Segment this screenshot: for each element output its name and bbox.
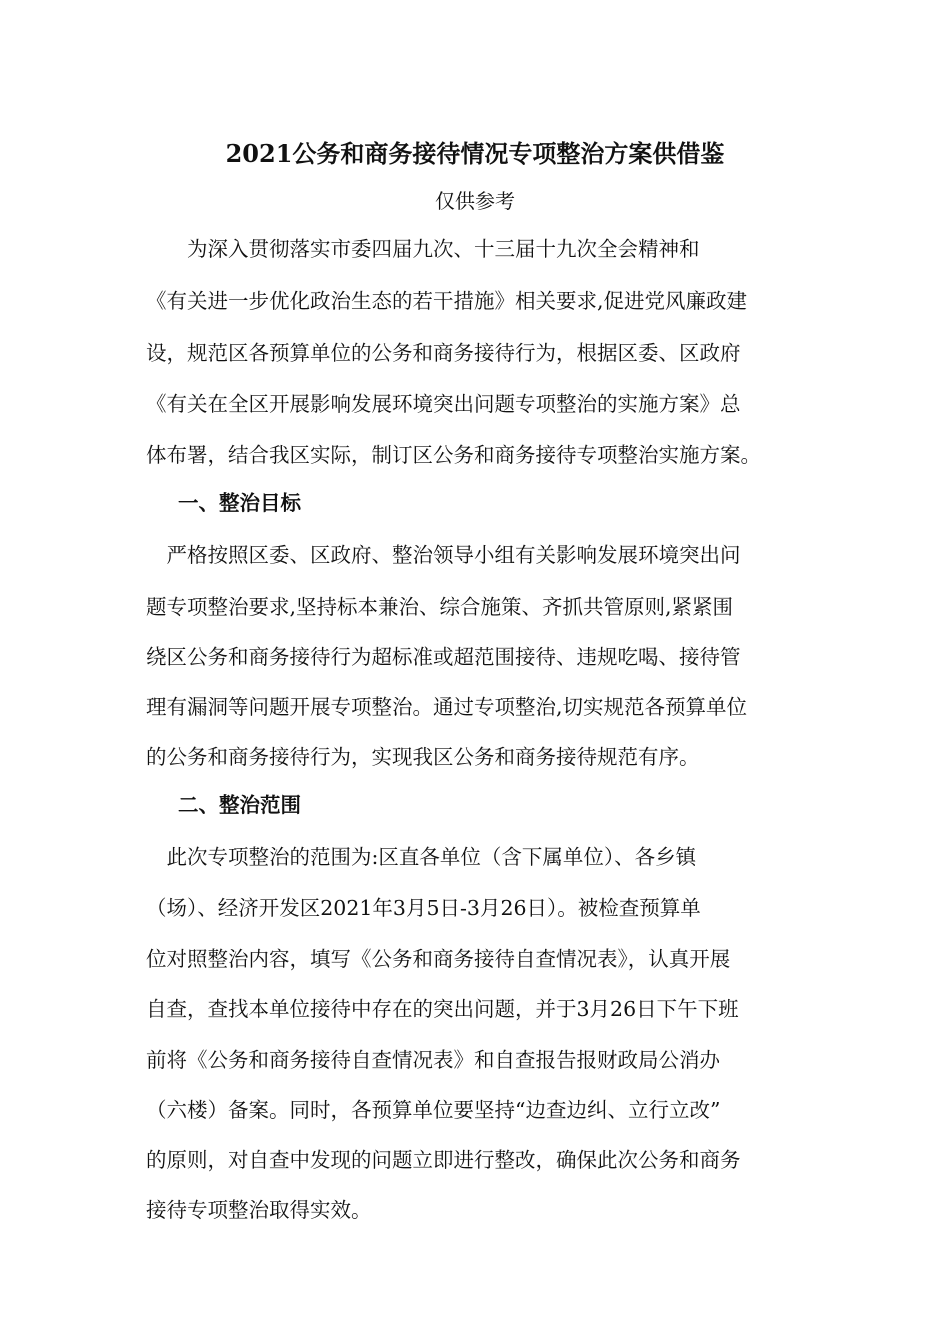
document-subtitle: 仅供参考 (435, 189, 515, 213)
intro-line: 《有关在全区开展影响发展环境突出问题专项整治的实施方案》总 (146, 392, 741, 416)
section-line: 严格按照区委、区政府、整治领导小组有关影响发展环境突出问 (146, 543, 741, 567)
section-line: 的公务和商务接待行为，实现我区公务和商务接待规范有序。 (146, 745, 700, 769)
section-heading: 一、整治目标 (178, 491, 301, 515)
section-line: 理有漏洞等问题开展专项整治。通过专项整治,切实规范各预算单位 (146, 695, 748, 719)
section-heading: 二、整治范围 (178, 793, 301, 817)
section-line: （六楼）备案。同时，各预算单位要坚持“边查边纠、立行立改” (146, 1098, 721, 1122)
section-line: 的原则，对自查中发现的问题立即进行整改，确保此次公务和商务 (146, 1148, 741, 1172)
section-line: 接待专项整治取得实效。 (146, 1198, 372, 1222)
section-line: 位对照整治内容，填写《公务和商务接待自查情况表》，认真开展 (146, 947, 731, 971)
section-line: 自查，查找本单位接待中存在的突出问题，并于3月26日下午下班 (146, 997, 739, 1021)
intro-line: 《有关进一步优化政治生态的若干措施》相关要求,促进党风廉政建 (146, 289, 748, 313)
document-title: 2021公务和商务接待情况专项整治方案供借鉴 (225, 139, 725, 168)
section-line: 此次专项整治的范围为:区直各单位（含下属单位）、各乡镇 (146, 845, 697, 869)
section-line: （场）、经济开发区2021年3月5日-3月26日）。被检查预算单 (146, 896, 701, 920)
section-line: 题专项整治要求,坚持标本兼治、综合施策、齐抓共管原则,紧紧围 (146, 595, 734, 619)
intro-line: 为深入贯彻落实市委四届九次、十三届十九次全会精神和 (146, 237, 700, 261)
section-line: 绕区公务和商务接待行为超标准或超范围接待、违规吃喝、接待管 (146, 645, 741, 669)
intro-line: 设，规范区各预算单位的公务和商务接待行为，根据区委、区政府 (146, 341, 741, 365)
intro-line: 体布署，结合我区实际，制订区公务和商务接待专项整治实施方案。 (146, 443, 761, 467)
section-line: 前将《公务和商务接待自查情况表》和自查报告报财政局公消办 (146, 1048, 720, 1072)
